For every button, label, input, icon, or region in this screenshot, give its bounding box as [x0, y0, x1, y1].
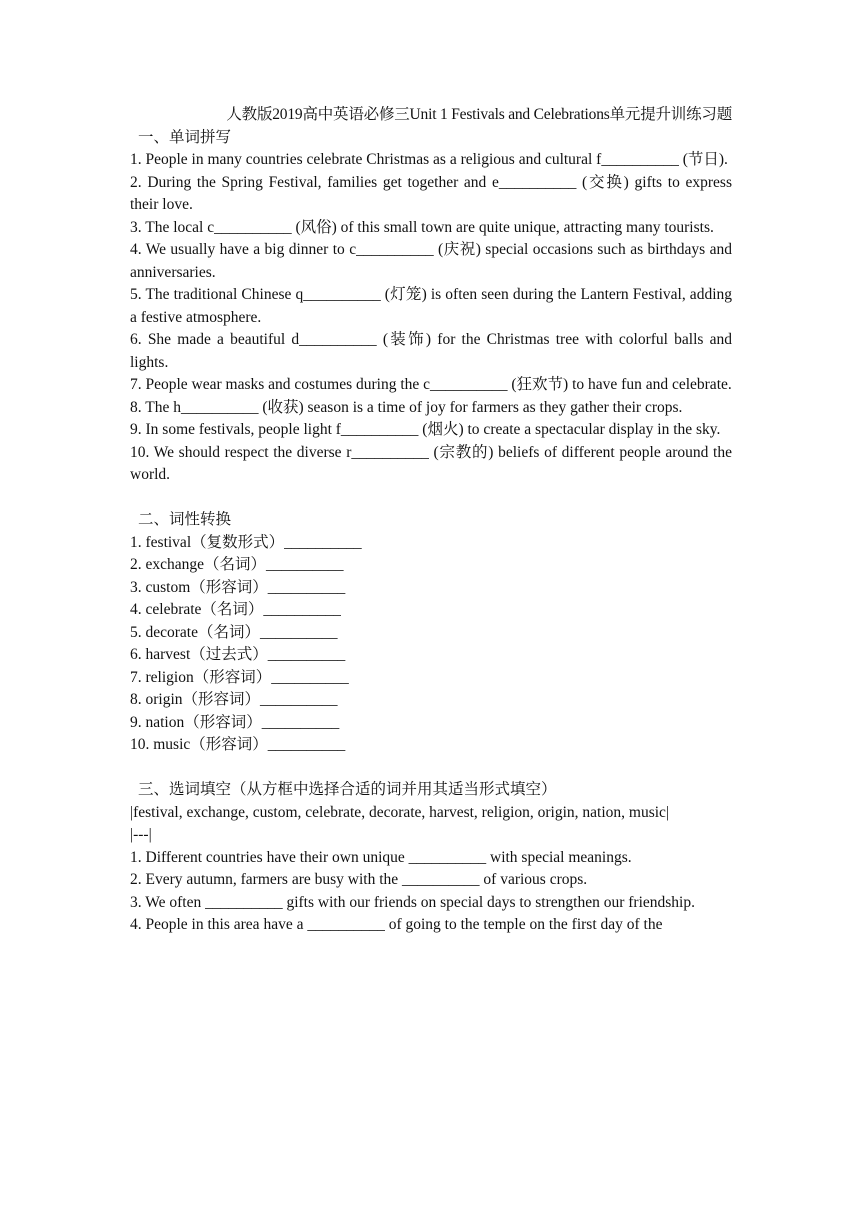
word-box: |festival, exchange, custom, celebrate, decorate, harvest, religion, origin, nation, music| — [130, 803, 670, 821]
question-item: 8. origin（形容词）__________ — [130, 691, 338, 708]
section-2-list — [130, 532, 732, 757]
question-item: 8. The h__________ (收获) season is a time of joy for farmers as they gather their crops. — [130, 398, 683, 416]
question-item: 3. We often __________ gifts with our friends on special days to strengthen our friendship. — [130, 893, 695, 911]
question-item: 3. The local c__________ (风俗) of this small town are quite unique, attracting many tourists. — [130, 218, 714, 236]
question-item: 7. religion（形容词）__________ — [130, 668, 349, 686]
section-2-heading: 二、词性转换 — [138, 511, 232, 528]
question-item: 4. People in this area have a __________ of going to the temple on the first day of the — [130, 916, 663, 933]
blank-line — [130, 487, 732, 510]
section-3-list — [130, 847, 732, 937]
question-item: 6. harvest（过去式）__________ — [130, 646, 346, 663]
document-body — [130, 104, 732, 937]
question-item: 4. We usually have a big dinner to c__________ (庆祝) special occasions such as birthdays and anniversaries. — [130, 241, 732, 281]
question-item: 5. The traditional Chinese q__________ (灯笼) is often seen during the Lantern Festival, adding a festive atmosphere. — [130, 286, 732, 326]
question-item: 9. In some festivals, people light f__________ (烟火) to create a spectacular display in the sky. — [130, 421, 721, 438]
question-item: 1. People in many countries celebrate Christmas as a religious and cultural f__________ (节日). — [130, 151, 728, 168]
question-item: 6. She made a beautiful d__________ (装饰) for the Christmas tree with colorful balls and lights. — [130, 331, 732, 371]
section-1-heading: 一、单词拼写 — [138, 128, 232, 146]
question-item: 2. During the Spring Festival, families get together and e__________ (交换) gifts to express their love. — [130, 173, 732, 213]
question-item: 10. music（形容词）__________ — [130, 736, 346, 753]
question-item: 2. Every autumn, farmers are busy with the __________ of various crops. — [130, 871, 588, 888]
section-3-heading: 三、选词填空（从方框中选择合适的词并用其适当形式填空） — [138, 781, 557, 798]
question-item: 9. nation（形容词）__________ — [130, 713, 340, 731]
question-item: 4. celebrate（名词）__________ — [130, 601, 341, 618]
question-item: 10. We should respect the diverse r__________ (宗教的) beliefs of different people around the world. — [130, 443, 732, 483]
word-box-separator: |---| — [130, 826, 152, 843]
question-item: 7. People wear masks and costumes during the c__________ (狂欢节) to have fun and celebrate. — [130, 376, 732, 393]
question-item: 5. decorate（名词）__________ — [130, 623, 338, 641]
section-1-list — [130, 149, 732, 487]
question-item: 1. Different countries have their own unique __________ with special meanings. — [130, 848, 632, 866]
question-item: 1. festival（复数形式）__________ — [130, 533, 362, 551]
document-title: 人教版2019高中英语必修三Unit 1 Festivals and Celebrations单元提升训练习题 — [226, 106, 732, 123]
blank-line — [130, 757, 732, 780]
question-item: 2. exchange（名词）__________ — [130, 556, 344, 573]
question-item: 3. custom（形容词）__________ — [130, 578, 346, 596]
